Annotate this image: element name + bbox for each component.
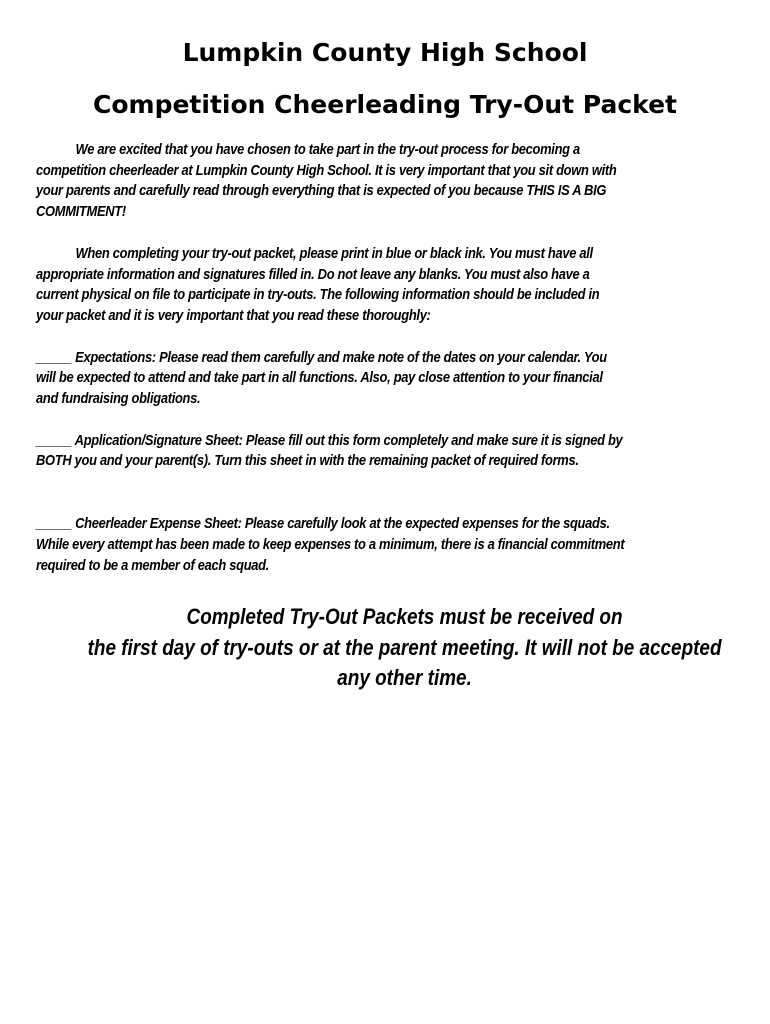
checklist-line: will be expected to attend and take part in all functions. Also, pay close attention to your financial	[36, 369, 603, 387]
instructions-line: current physical on file to participate in try-outs. The following information should be included in	[36, 286, 600, 304]
checkbox-blank-line: _____	[36, 431, 72, 449]
intro-line: competition cheerleader at Lumpkin County High School. It is very important that you sit down with	[36, 161, 617, 179]
school-name-heading: Lumpkin County High School	[182, 38, 588, 67]
checklist-item-expectations	[36, 348, 733, 410]
instructions-line: When completing your try-out packet, please print in blue or black ink. You must have all	[75, 244, 593, 262]
checkbox-blank-line: _____	[36, 515, 72, 533]
closing-notice	[36, 602, 736, 694]
checklist-item-application-signature-sheet	[36, 431, 733, 472]
closing-line: Completed Try-Out Packets must be received on	[186, 604, 623, 630]
checklist-line: BOTH you and your parent(s). Turn this sheet in with the remaining packet of required forms.	[36, 452, 579, 470]
checkbox-blank-line: _____	[36, 348, 72, 366]
closing-line: the first day of try-outs or at the parent meeting. It will not be accepted	[87, 634, 722, 660]
closing-notice-text	[88, 602, 722, 694]
checklist-line: Cheerleader Expense Sheet: Please carefully look at the expected expenses for the squads.	[71, 515, 610, 533]
checklist-line: While every attempt has been made to keep expenses to a minimum, there is a financial commitment	[36, 535, 625, 553]
instructions-line: your packet and it is very important that you read these thoroughly:	[36, 306, 431, 324]
instructions-paragraph	[36, 244, 733, 327]
intro-line: We are excited that you have chosen to take part in the try-out process for becoming a	[75, 141, 580, 158]
checklist-line: required to be a member of each squad.	[36, 556, 270, 574]
intro-line: COMMITMENT!	[36, 203, 126, 221]
intro-line: your parents and carefully read through everything that is expected of you because THIS IS A BIG	[36, 182, 607, 200]
checklist-item-expense-sheet	[36, 514, 733, 576]
intro-paragraph	[36, 140, 733, 223]
checklist-line: Application/Signature Sheet: Please fill out this form completely and make sure it is signed by	[71, 431, 623, 449]
packet-title-heading: Competition Cheerleading Try-Out Packet	[93, 90, 677, 119]
instructions-line: appropriate information and signatures filled in. Do not leave any blanks. You must also have a	[36, 265, 590, 283]
checklist-line: and fundraising obligations.	[36, 390, 201, 408]
closing-line: any other time.	[337, 665, 472, 691]
checklist-line: Expectations: Please read them carefully and make note of the dates on your calendar. You	[71, 348, 607, 366]
